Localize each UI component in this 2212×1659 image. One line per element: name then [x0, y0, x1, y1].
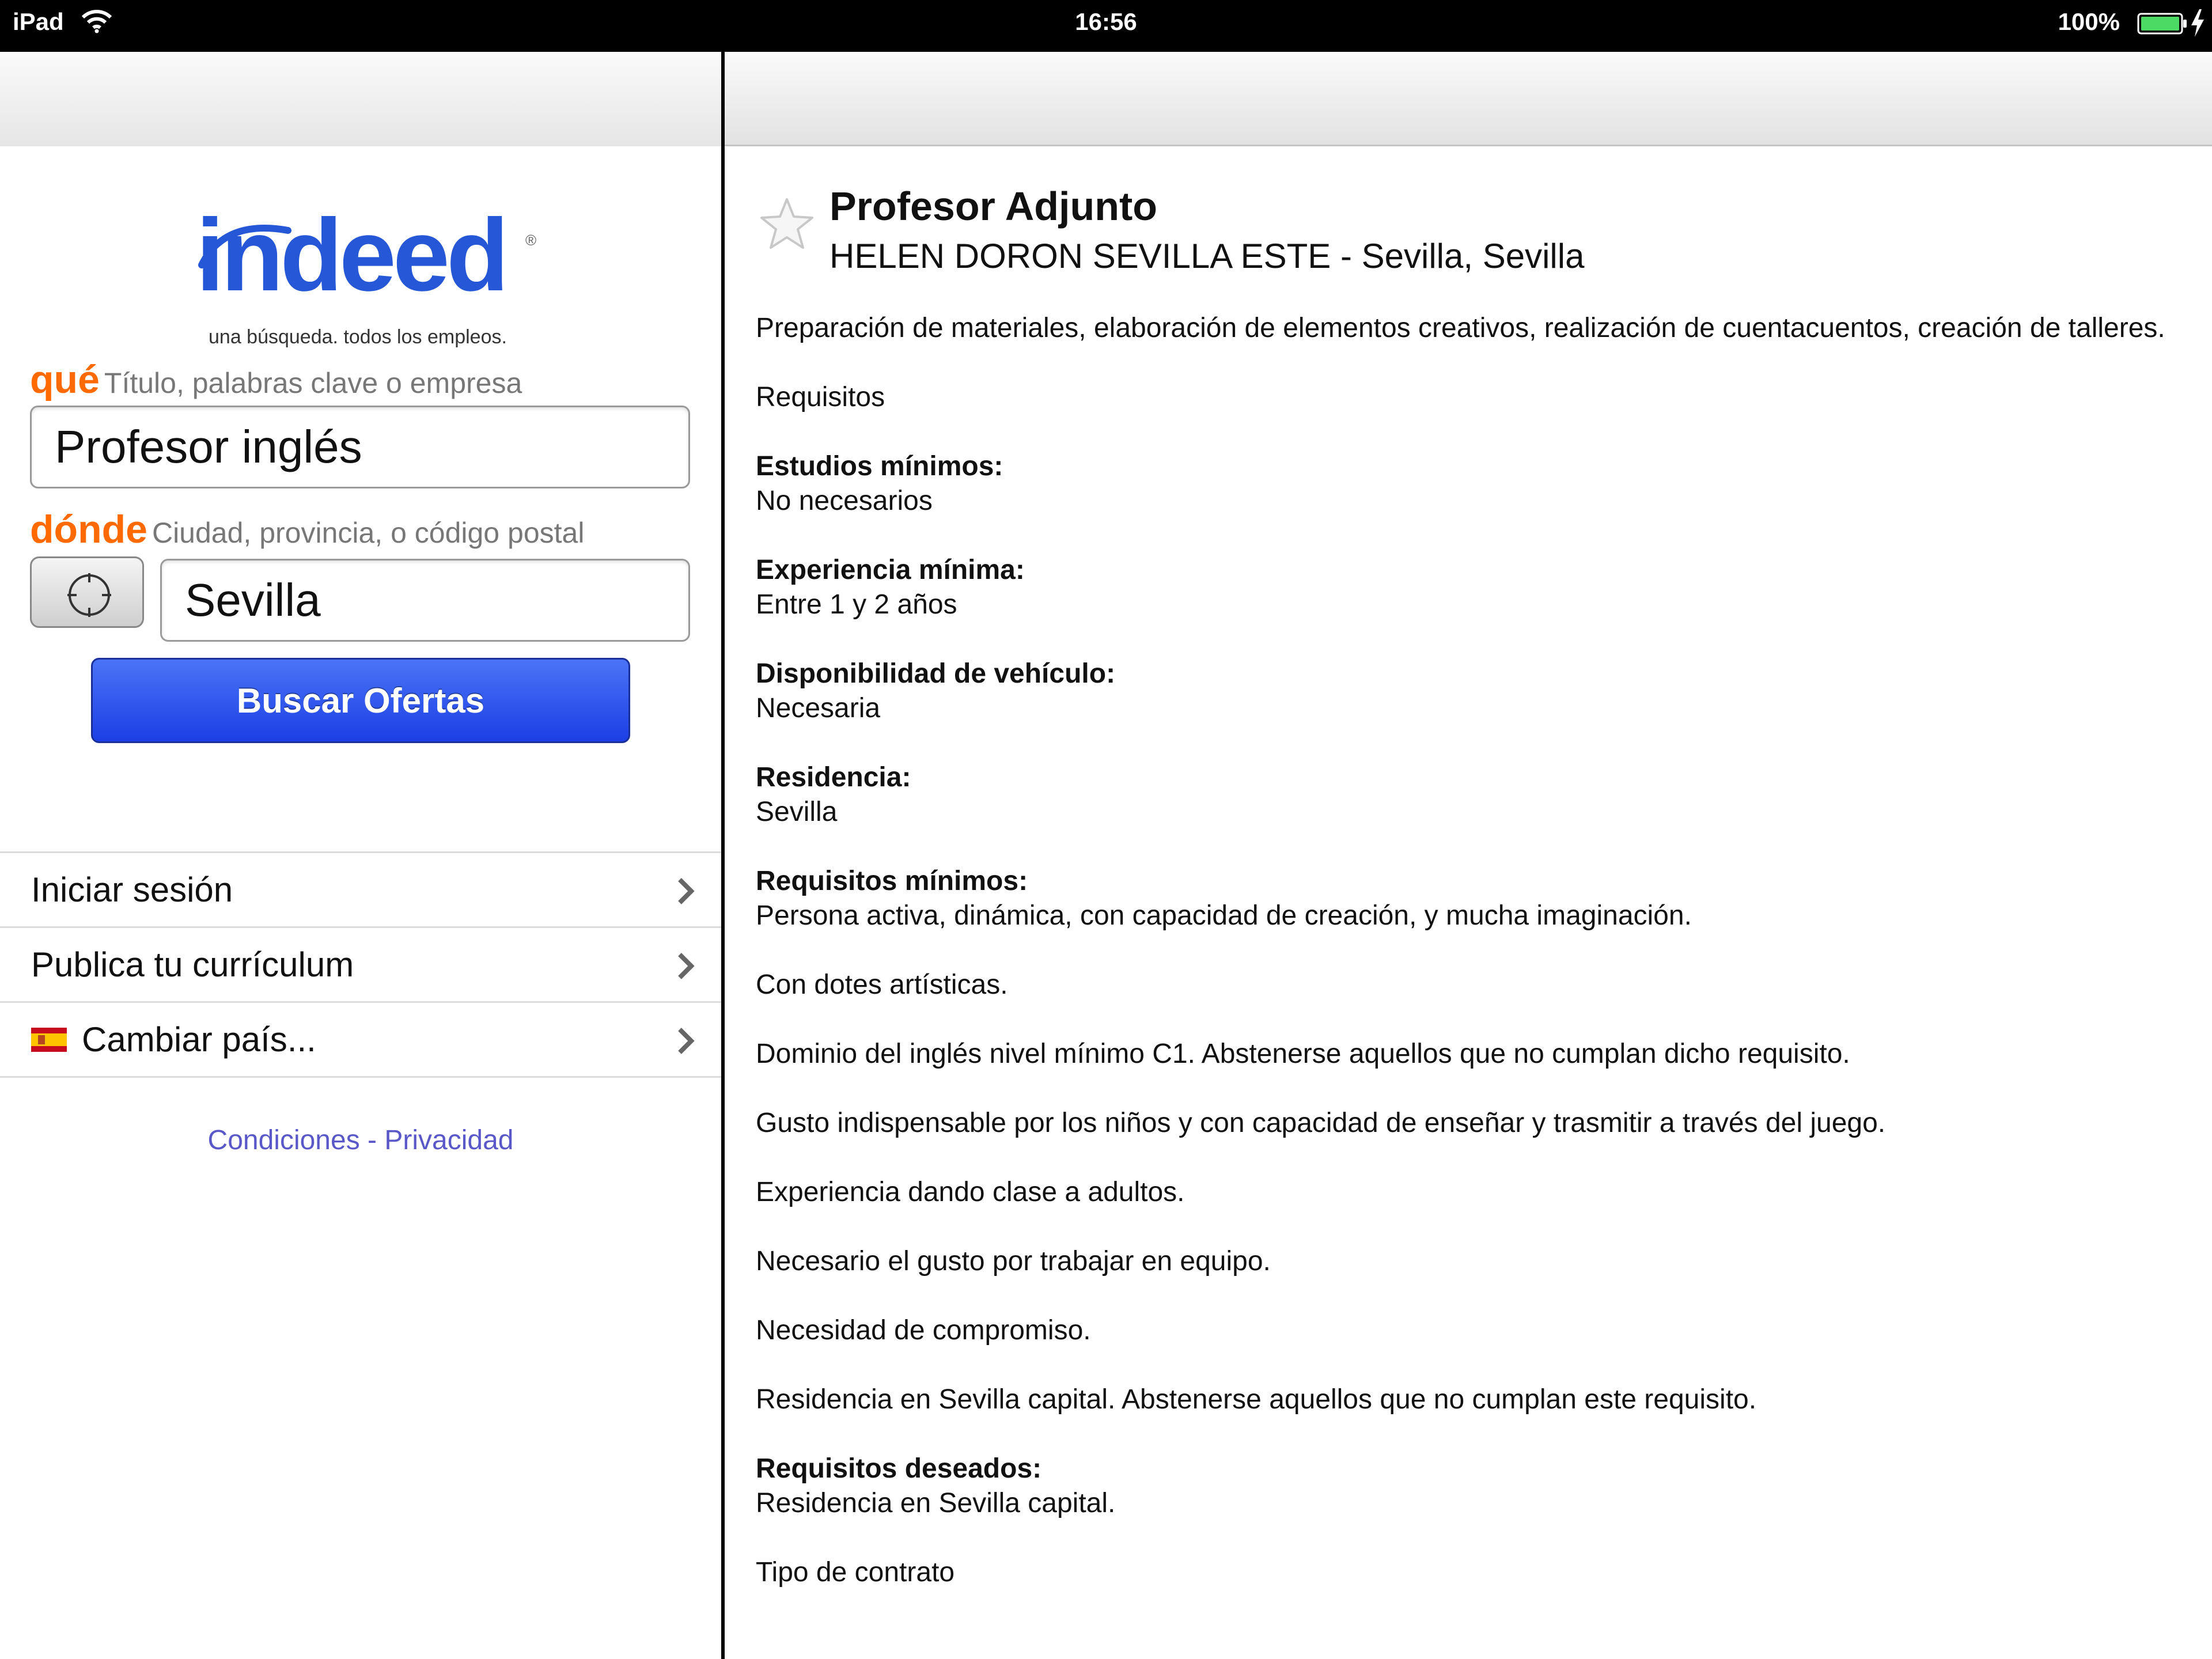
- search-jobs-button[interactable]: Buscar Ofertas: [91, 658, 630, 743]
- requirement-section: [756, 657, 2190, 726]
- what-label: [30, 357, 522, 402]
- requirement-label: Experiencia mínima:: [756, 555, 1025, 585]
- requirement-label: Estudios mínimos:: [756, 451, 1003, 482]
- sidebar-toolbar: [0, 52, 721, 146]
- search-sidebar: [0, 52, 721, 1659]
- menu-item-label: Publica tu currículum: [31, 945, 354, 984]
- logo-tagline: una búsqueda. todos los empleos.: [209, 326, 507, 348]
- charging-bolt-icon: [2190, 8, 2205, 38]
- logo-wordmark: indeed: [196, 198, 506, 312]
- detail-toolbar: [725, 52, 2212, 146]
- logo-registered-mark: ®: [525, 232, 537, 249]
- job-description: [756, 311, 2190, 1624]
- contract-heading: Tipo de contrato: [756, 1557, 955, 1588]
- where-hint: Ciudad, provincia, o código postal: [151, 517, 585, 549]
- where-input[interactable]: [160, 559, 690, 642]
- requirements-heading: Requisitos: [756, 382, 885, 412]
- menu-item-label: Iniciar sesión: [31, 870, 233, 909]
- carrier-label: iPad: [13, 8, 64, 35]
- menu-item-post-resume[interactable]: [0, 926, 721, 1001]
- what-hint: Título, palabras clave o empresa: [104, 367, 522, 399]
- locate-me-button[interactable]: [30, 556, 144, 628]
- requirement-value: No necesarios: [756, 486, 933, 516]
- description-paragraph: Gusto indispensable por los niños y con capacidad de enseñar y trasmitir a través del juego.: [756, 1108, 1886, 1138]
- chevron-right-icon: [674, 1025, 697, 1057]
- requirement-value: Sevilla: [756, 797, 838, 827]
- description-paragraph: Con dotes artísticas.: [756, 969, 1008, 1000]
- requirement-value: Persona activa, dinámica, con capacidad de creación, y mucha imaginación.: [756, 900, 1692, 931]
- requirement-section: [756, 864, 2190, 933]
- job-company-location: HELEN DORON SEVILLA ESTE - Sevilla, Sevilla: [830, 237, 1585, 275]
- requirement-value: Residencia en Sevilla capital.: [756, 1488, 1116, 1518]
- description-paragraph: Preparación de materiales, elaboración de elementos creativos, realización de cuentacuentos, creación de talleres.: [756, 313, 2165, 343]
- description-paragraph: Residencia en Sevilla capital. Abstenerse aquellos que no cumplan este requisito.: [756, 1384, 1757, 1415]
- description-paragraph: Necesario el gusto por trabajar en equipo.: [756, 1246, 1271, 1277]
- requirement-value: Entre 1 y 2 años: [756, 589, 957, 620]
- where-key: dónde: [30, 507, 147, 551]
- star-outline-icon[interactable]: [759, 197, 815, 250]
- sidebar-menu: [0, 851, 721, 1078]
- menu-item-label: Cambiar país...: [82, 1020, 316, 1059]
- battery-percent: 100%: [2058, 8, 2120, 35]
- description-paragraph: Necesidad de compromiso.: [756, 1315, 1091, 1346]
- requirement-section: [756, 760, 2190, 830]
- job-detail-pane: [725, 52, 2212, 1659]
- job-title: Profesor Adjunto: [830, 184, 1158, 229]
- indeed-logo: [184, 167, 553, 357]
- requirement-label: Residencia:: [756, 762, 911, 793]
- requirement-value: Necesaria: [756, 693, 881, 724]
- chevron-right-icon: [674, 875, 697, 907]
- battery-icon: [2137, 13, 2188, 35]
- menu-item-change-country[interactable]: [0, 1001, 721, 1078]
- what-input-value: Profesor inglés: [55, 421, 362, 472]
- status-bar: [0, 0, 2212, 52]
- crosshair-icon: [65, 571, 113, 619]
- requirement-section: [756, 449, 2190, 518]
- where-input-value: Sevilla: [185, 574, 321, 626]
- requirement-section: [756, 1452, 2190, 1521]
- chevron-right-icon: [674, 950, 697, 982]
- where-label: [30, 507, 584, 552]
- requirement-label: Requisitos mínimos:: [756, 866, 1028, 896]
- description-paragraph: Experiencia dando clase a adultos.: [756, 1177, 1185, 1207]
- requirement-label: Disponibilidad de vehículo:: [756, 658, 1116, 689]
- requirement-section: [756, 553, 2190, 622]
- status-time: 16:56: [1075, 8, 1137, 35]
- requirement-label: Requisitos deseados:: [756, 1453, 1042, 1484]
- menu-item-sign-in[interactable]: [0, 851, 721, 926]
- what-input[interactable]: [30, 406, 690, 488]
- what-key: qué: [30, 358, 100, 402]
- spain-flag-icon: [31, 1028, 67, 1052]
- terms-privacy-link[interactable]: Condiciones - Privacidad: [207, 1125, 514, 1156]
- description-paragraph: Dominio del inglés nivel mínimo C1. Abstenerse aquellos que no cumplan dicho requisito.: [756, 1039, 1850, 1069]
